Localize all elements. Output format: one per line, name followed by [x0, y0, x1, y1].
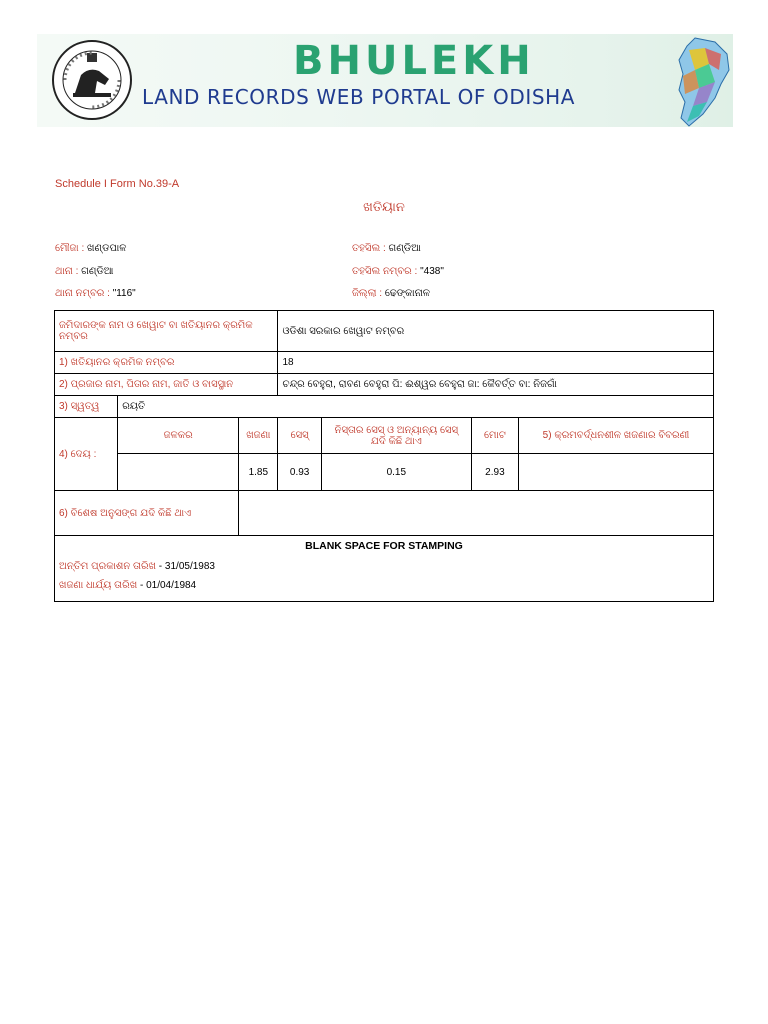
table-row [55, 352, 714, 374]
khatiyan-serial-label: 1) ଖତିୟାନର କ୍ରମିକ ନମ୍ବର [55, 352, 278, 374]
right-label: 3) ସ୍ୱତ୍ୱ [55, 396, 118, 418]
khajana-date-label: ଖଜଣା ଧାର୍ଯ୍ୟ ତାରିଖ [59, 580, 138, 591]
odisha-map-icon [675, 36, 731, 127]
tahasil-label: ତହସିଲ : [352, 243, 386, 254]
value-ses: 0.93 [278, 454, 321, 491]
tahasil-number-value: "438" [420, 266, 444, 277]
tahasil-field [352, 243, 421, 254]
final-publication-date: - 31/05/1983 [156, 561, 215, 572]
bhulekh-logo [293, 38, 535, 84]
value-krama [519, 454, 714, 491]
table-row [55, 536, 714, 602]
thana-field [55, 266, 113, 277]
district-value: ଢେଙ୍କାନାଳ [384, 288, 430, 299]
value-mot: 2.93 [471, 454, 518, 491]
header-nistar-ses: ନିସ୍ତାର ସେସ୍ ଓ ଅନ୍ୟାନ୍ୟ ସେସ୍ ଯଦି କିଛି ଥାଏ [321, 418, 471, 454]
special-remarks-label: 6) ବିଶେଷ ଅନୁସଙ୍ଗ ଯଦି କିଛି ଥାଏ [55, 491, 239, 536]
khatiyan-serial-value: 18 [278, 352, 714, 374]
thana-number-field [55, 288, 136, 299]
final-publication-line [59, 561, 709, 572]
thana-value: ଗଣ୍ଡିଆ [81, 266, 114, 277]
district-label: ଜିଲ୍ଲା : [352, 288, 383, 299]
mouza-field [55, 243, 126, 254]
table-row [55, 491, 714, 536]
value-nistar-ses: 0.15 [321, 454, 471, 491]
stamping-title: BLANK SPACE FOR STAMPING [305, 540, 463, 552]
khajana-date-line [59, 580, 709, 591]
thana-label: ଥାନା : [55, 266, 79, 277]
mouza-value: ଖଣ୍ଡପାଳ [87, 243, 127, 254]
special-remarks-value [239, 491, 714, 536]
tahasil-number-field [352, 266, 444, 277]
thana-number-label: ଥାନା ନମ୍ବର : [55, 288, 110, 299]
header-jalakara: ଜଳକର [118, 418, 239, 454]
record-table [54, 310, 714, 602]
khajana-date: - 01/04/1984 [137, 580, 197, 591]
tenant-label: 2) ପ୍ରଜାର ନାମ, ପିତାର ନାମ, ଜାତି ଓ ବାସସ୍ଥାନ [55, 374, 278, 396]
final-publication-label: ଅନ୍ତିମ ପ୍ରକାଶନ ତାରିଖ [59, 561, 157, 572]
portal-title: LAND RECORDS WEB PORTAL OF ODISHA [142, 85, 576, 109]
table-row [55, 396, 714, 418]
tahasil-value: ଗଣ୍ଡିଆ [388, 243, 421, 254]
odisha-state-emblem-icon [51, 39, 133, 121]
tahasil-number-label: ତହସିଲ ନମ୍ବର : [352, 266, 418, 277]
value-khajana: 1.85 [239, 454, 278, 491]
thana-number-value: "116" [112, 288, 136, 299]
mouza-label: ମୌଜା : [55, 243, 85, 254]
table-row [55, 418, 714, 454]
form-number: Schedule I Form No.39-A [55, 178, 180, 190]
dues-label: 4) ଦେୟ : [55, 418, 118, 491]
landlord-label: ଜମିଦାରଙ୍କ ନାମ ଓ ଖେୱାଟ ବା ଖତିୟାନର କ୍ରମିକ ନମ୍ବର [55, 311, 278, 352]
document-heading: ଖତିୟାନ [363, 200, 405, 215]
right-value: ରୟତି [118, 396, 714, 418]
header-banner [37, 34, 733, 127]
stamping-area [55, 536, 714, 602]
district-field [352, 288, 430, 299]
landlord-value: ଓଡିଶା ସରକାର ଖେୱାଟ ନମ୍ବର [278, 311, 714, 352]
table-row [55, 311, 714, 352]
logo-text: BHULEKH [293, 38, 535, 84]
table-row [55, 454, 714, 491]
header-khajana: ଖଜଣା [239, 418, 278, 454]
header-ses: ସେସ୍ [278, 418, 321, 454]
tenant-value: ଚନ୍ଦ୍ର ବେହୁରା, ରାବଣ ବେହୁରା ପି: ଈଶ୍ୱର ବେହୁରା ଜା: କୈବର୍ତ୍ତ ବା: ନିଜଗାଁ [278, 374, 714, 396]
table-row [55, 374, 714, 396]
header-krama: 5) କ୍ରମବର୍ଦ୍ଧନଶୀଳ ଖଜଣାର ବିବରଣୀ [519, 418, 714, 454]
header-mot: ମୋଟ [471, 418, 518, 454]
value-jalakara [118, 454, 239, 491]
